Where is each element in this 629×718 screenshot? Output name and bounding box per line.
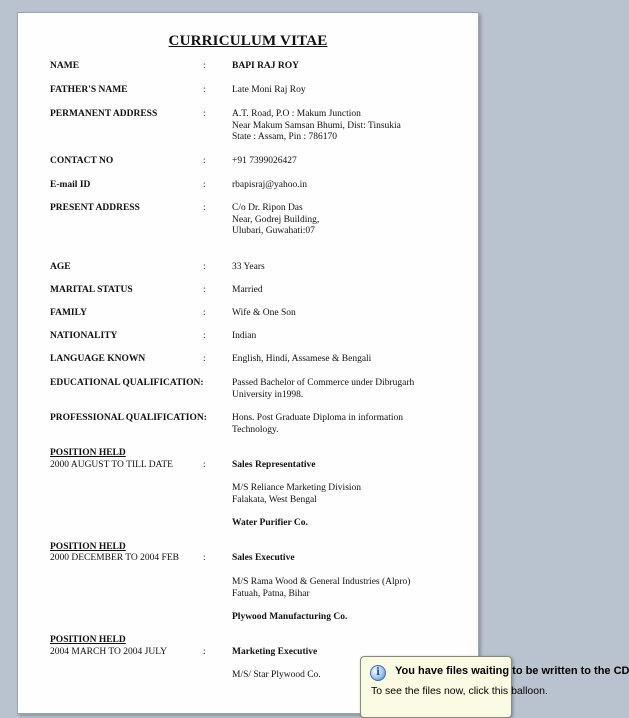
field-value: 33 Years	[232, 262, 265, 272]
field-label: FATHER'S NAME	[50, 85, 128, 95]
field-colon: :	[203, 308, 206, 318]
field-value: rbapisraj@yahoo.in	[232, 180, 307, 190]
position-company: Water Purifier Co.	[232, 518, 308, 528]
field-colon: :	[203, 331, 206, 341]
field-colon: :	[203, 285, 206, 295]
field-label: E-mail ID	[50, 180, 91, 190]
field-colon: :	[203, 180, 206, 190]
field-value: English, Hindi, Assamese & Bengali	[232, 354, 372, 364]
field-label: EDUCATIONAL QUALIFICATION:	[50, 378, 204, 388]
field-colon: :	[203, 203, 206, 213]
position-detail: M/S Reliance Marketing Division Falakata, West Bengal	[232, 483, 362, 505]
field-colon: :	[203, 85, 206, 95]
cd-burn-notification-balloon[interactable]	[360, 656, 629, 718]
notification-title: You have files waiting to be written to the CD	[395, 665, 629, 677]
info-icon: i	[370, 665, 386, 681]
position-role: Sales Executive	[232, 553, 295, 563]
field-value: Married	[232, 285, 263, 295]
position-period: 2000 AUGUST TO TILL DATE	[50, 460, 173, 470]
field-value: Late Moni Raj Roy	[232, 85, 306, 95]
position-company: Plywood Manufacturing Co.	[232, 612, 348, 622]
field-label: PRESENT ADDRESS	[50, 203, 140, 213]
field-label: FAMILY	[50, 308, 87, 318]
field-label: AGE	[50, 262, 71, 272]
cv-page	[17, 12, 479, 714]
field-label: LANGUAGE KNOWN	[50, 354, 146, 364]
field-colon: :	[203, 262, 206, 272]
position-heading: POSITION HELD	[50, 635, 126, 645]
position-colon: :	[203, 647, 206, 657]
field-label: PROFESSIONAL QUALIFICATION:	[50, 413, 207, 423]
position-colon: :	[203, 460, 206, 470]
field-label: MARITAL STATUS	[50, 285, 133, 295]
field-value: BAPI RAJ ROY	[232, 61, 300, 71]
field-value: C/o Dr. Ripon Das Near, Godrej Building, Ulubari, Guwahati:07	[232, 203, 320, 236]
position-colon: :	[203, 553, 206, 563]
position-role: Sales Representative	[232, 460, 316, 470]
field-label: NATIONALITY	[50, 331, 118, 341]
field-value: Wife & One Son	[232, 308, 296, 318]
position-detail: M/S Rama Wood & General Industries (Alpro) Fatuah, Patna, Bihar	[232, 577, 411, 599]
field-colon: :	[203, 109, 206, 119]
field-colon: :	[203, 354, 206, 364]
field-label: CONTACT NO	[50, 156, 114, 166]
field-label: NAME	[50, 61, 80, 71]
field-value: Hons. Post Graduate Diploma in information Technology.	[232, 413, 403, 435]
field-colon: :	[203, 61, 206, 71]
field-value: A.T. Road, P.O : Makum Junction Near Makum Samsan Bhumi, Dist: Tinsukia State : Assam, Pin : 786170	[232, 109, 401, 142]
position-period: 2000 DECEMBER TO 2004 FEB	[50, 553, 179, 563]
position-period: 2004 MARCH TO 2004 JULY	[50, 647, 167, 657]
position-detail: M/S/ Star Plywood Co.	[232, 670, 321, 680]
position-heading: POSITION HELD	[50, 542, 126, 552]
notification-text: To see the files now, click this balloon.	[371, 685, 548, 697]
field-colon: :	[203, 156, 206, 166]
field-value: Passed Bachelor of Commerce under Dibrugarh University in1998.	[232, 378, 415, 400]
position-heading: POSITION HELD	[50, 448, 126, 458]
cv-title: CURRICULUM VITAE	[168, 33, 328, 49]
field-value: +91 7399026427	[232, 156, 297, 166]
field-label: PERMANENT ADDRESS	[50, 109, 158, 119]
field-value: Indian	[232, 331, 257, 341]
position-role: Marketing Executive	[232, 647, 318, 657]
